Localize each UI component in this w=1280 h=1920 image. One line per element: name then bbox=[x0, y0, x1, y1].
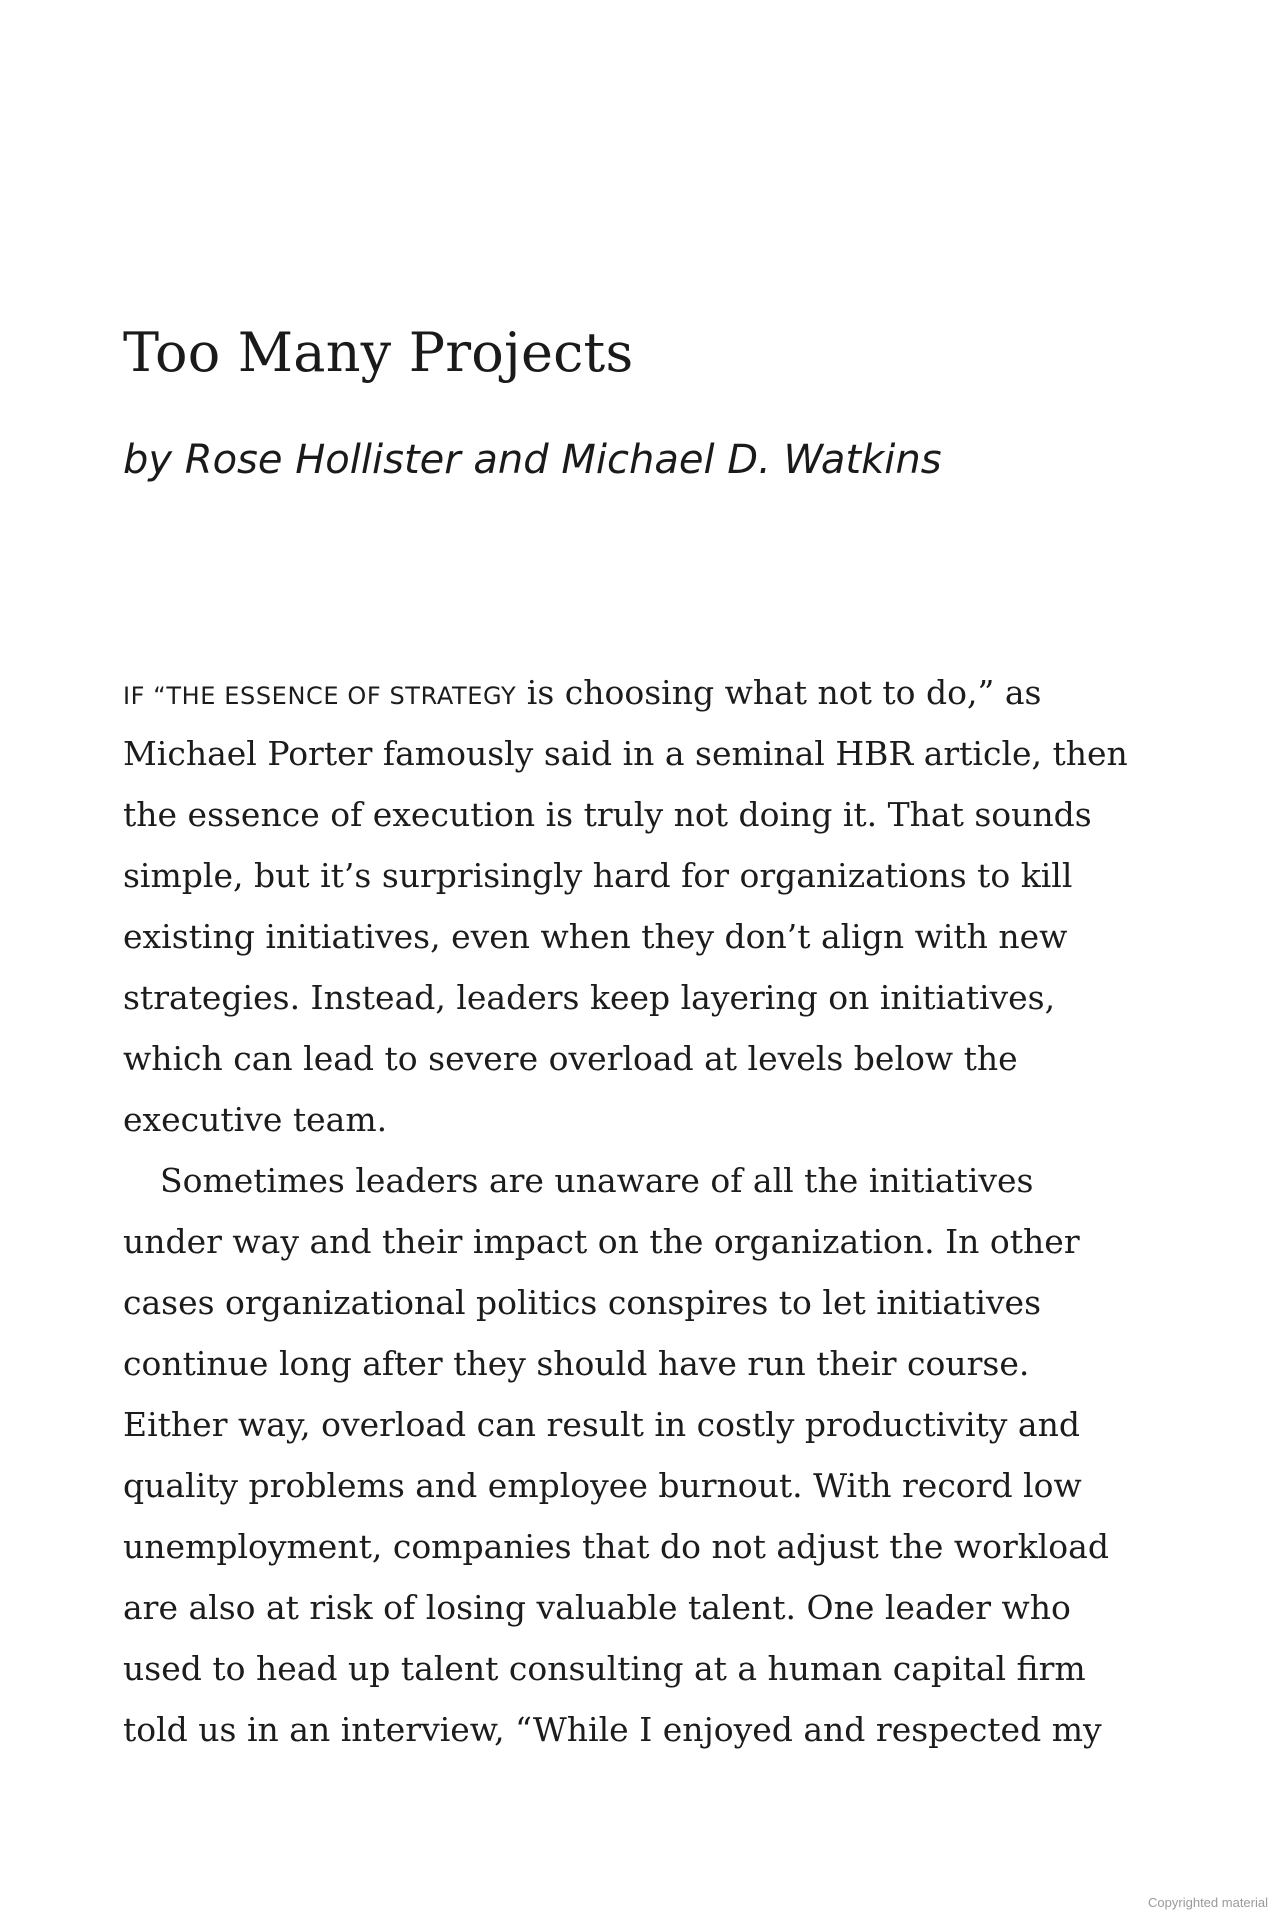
body-line: Either way, overload can result in costly productivity and bbox=[123, 1405, 1080, 1444]
article-byline: by Rose Hollister and Michael D. Watkins bbox=[123, 437, 942, 483]
body-line: Michael Porter famously said in a seminal HBR article, then bbox=[123, 734, 1128, 773]
body-line: under way and their impact on the organization. In other bbox=[123, 1222, 1080, 1261]
body-line-text: is choosing what not to do,” as bbox=[516, 673, 1042, 712]
lead-in-small-caps: IF “THE ESSENCE OF STRATEGY bbox=[123, 682, 517, 710]
body-line bbox=[123, 662, 1183, 723]
body-line: existing initiatives, even when they don’t align with new bbox=[123, 917, 1068, 956]
body-line: unemployment, companies that do not adjust the workload bbox=[123, 1527, 1109, 1566]
body-line: are also at risk of losing valuable talent. One leader who bbox=[123, 1588, 1071, 1627]
body-line: simple, but it’s surprisingly hard for organizations to kill bbox=[123, 856, 1073, 895]
body-line: the essence of execution is truly not doing it. That sounds bbox=[123, 795, 1092, 834]
body-line: strategies. Instead, leaders keep layering on initiatives, bbox=[123, 978, 1056, 1017]
paragraph-start-line: Sometimes leaders are unaware of all the initiatives bbox=[160, 1161, 1034, 1200]
body-line: quality problems and employee burnout. With record low bbox=[123, 1466, 1082, 1505]
body-line: told us in an interview, “While I enjoyed and respected my bbox=[123, 1710, 1102, 1749]
body-line: used to head up talent consulting at a human capital firm bbox=[123, 1649, 1086, 1688]
body-line: executive team. bbox=[123, 1100, 388, 1139]
copyright-watermark: Copyrighted material bbox=[1148, 1895, 1268, 1910]
body-line: continue long after they should have run their course. bbox=[123, 1344, 1030, 1383]
body-line: which can lead to severe overload at levels below the bbox=[123, 1039, 1018, 1078]
body-line: cases organizational politics conspires to let initiatives bbox=[123, 1283, 1042, 1322]
article-title: Too Many Projects bbox=[123, 321, 634, 384]
article-body bbox=[123, 662, 1183, 1760]
